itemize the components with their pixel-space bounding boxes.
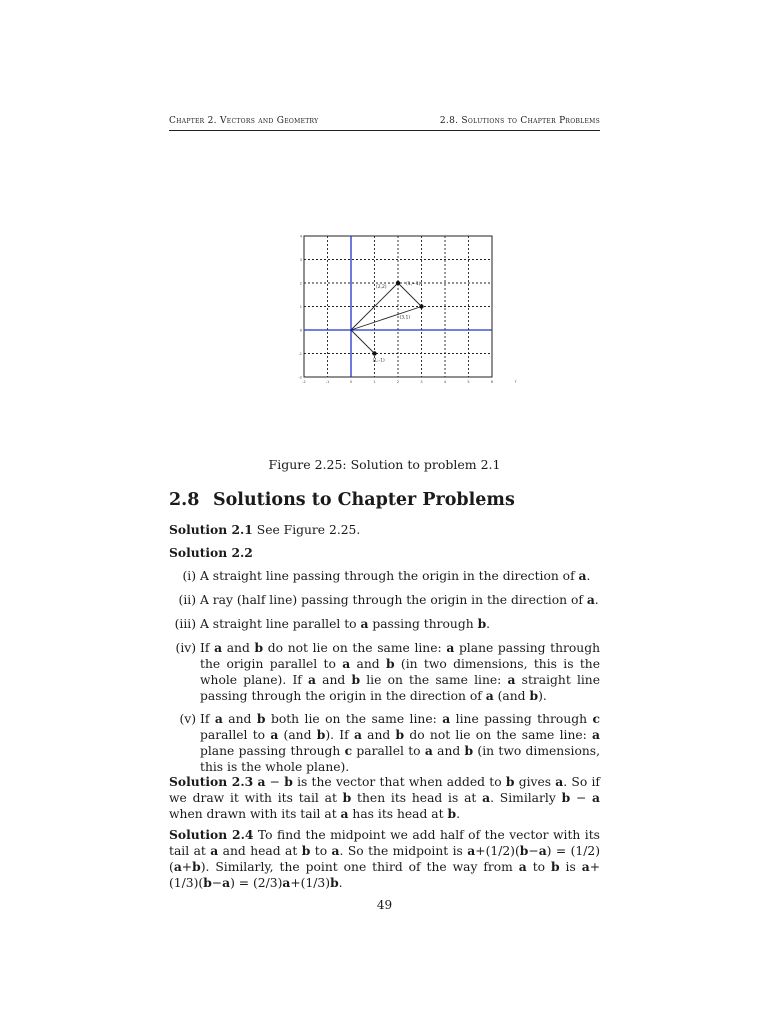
header-section: 2.8. Solutions to Chapter Problems [439, 116, 600, 126]
header-chapter: Chapter 2. Vectors and Geometry [169, 116, 319, 126]
y-tick-label: -1 [298, 352, 302, 356]
data-point [396, 281, 400, 285]
solution-label: Solution 2.4 [169, 827, 254, 842]
y-tick-label: 4 [299, 234, 302, 239]
item-text: A straight line parallel to a passing through b. [200, 616, 491, 631]
solution-2-1 [169, 522, 600, 538]
item-label: (iv) [175, 641, 196, 655]
vector-line [351, 307, 422, 331]
point-label: (3,1) [399, 315, 411, 321]
x-tick-label: 3 [420, 380, 423, 384]
y-tick-label: -2 [298, 375, 302, 380]
x-tick-label: 2 [396, 380, 400, 384]
item-text: If a and b do not lie on the same line: a plane passing through the origin parallel to a and b (in two dimensions, this is the whole plane). If a and b lie on the same line: a straight line passing through the origin in the direction of a (and b). [200, 640, 601, 703]
x-tick-label: 1 [373, 380, 376, 384]
solution-2-2 [169, 545, 600, 561]
x-tick-label: 4 [443, 380, 447, 384]
point-label: (2,2) [376, 285, 387, 290]
y-tick-label: 3 [299, 258, 302, 262]
item-text: A ray (half line) passing through the origin in the direction of a. [200, 592, 599, 607]
x-tick-label: 6 [490, 380, 494, 384]
point-label: (1,−1) [406, 282, 421, 287]
item-text: A straight line passing through the origin in the direction of a. [200, 568, 591, 583]
figure-2-25-plot [296, 228, 517, 384]
x-tick-label: -2 [302, 380, 306, 384]
solution-label: Solution 2.2 [169, 545, 253, 560]
figure-caption: Figure 2.25: Solution to problem 2.1 [268, 457, 501, 472]
x-tick-label: 5 [467, 380, 470, 384]
point-label: (1,-1) [372, 358, 385, 364]
solution-text: To find the midpoint we add half of the vector with its tail at a and head at b to a. So the midpoint is a+(1/2)(b−a) = (1/2)(a+b). Similarly, the point one third of the way from a to b is a+(1/3)(b−a) = (2/3)a+(1/3)b. [169, 828, 600, 890]
item-label: (i) [182, 569, 196, 583]
x-tick-label: 7 [514, 380, 517, 384]
solution-text: See Figure 2.25. [252, 523, 361, 537]
solution-label: Solution 2.1 [169, 522, 253, 537]
item-label: (ii) [178, 593, 196, 607]
data-point [419, 304, 423, 308]
data-point [372, 351, 376, 355]
y-tick-label: 1 [299, 305, 302, 309]
vector-line [351, 330, 375, 354]
solution-text: a − b is the vector that when added to b gives a. So if we draw it with its tail at b then its head is at a. Similarly b − a when drawn with its tail at a has its head at b. [169, 774, 601, 821]
y-tick-label: 2 [299, 281, 302, 286]
page-number: 49 [376, 898, 393, 912]
section-title: Solutions to Chapter Problems [213, 490, 515, 510]
section-heading [169, 490, 515, 510]
solution-2-3 [169, 774, 600, 822]
solution-2-4 [169, 827, 600, 891]
item-label: (v) [179, 712, 196, 726]
item-text: If a and b both lie on the same line: a line passing through c parallel to a (and b). If a and b do not lie on the same line: a plane passing through c parallel to a and b (in two dimensions, this is the whole plane). [200, 711, 600, 774]
vector-line [351, 283, 398, 330]
item-label: (iii) [174, 617, 196, 631]
y-tick-label: 0 [299, 328, 302, 333]
running-header [169, 116, 600, 131]
x-tick-label: 0 [349, 380, 353, 384]
x-tick-label: -1 [325, 380, 330, 384]
solution-label: Solution 2.3 [169, 774, 254, 789]
section-number: 2.8 [169, 490, 200, 510]
